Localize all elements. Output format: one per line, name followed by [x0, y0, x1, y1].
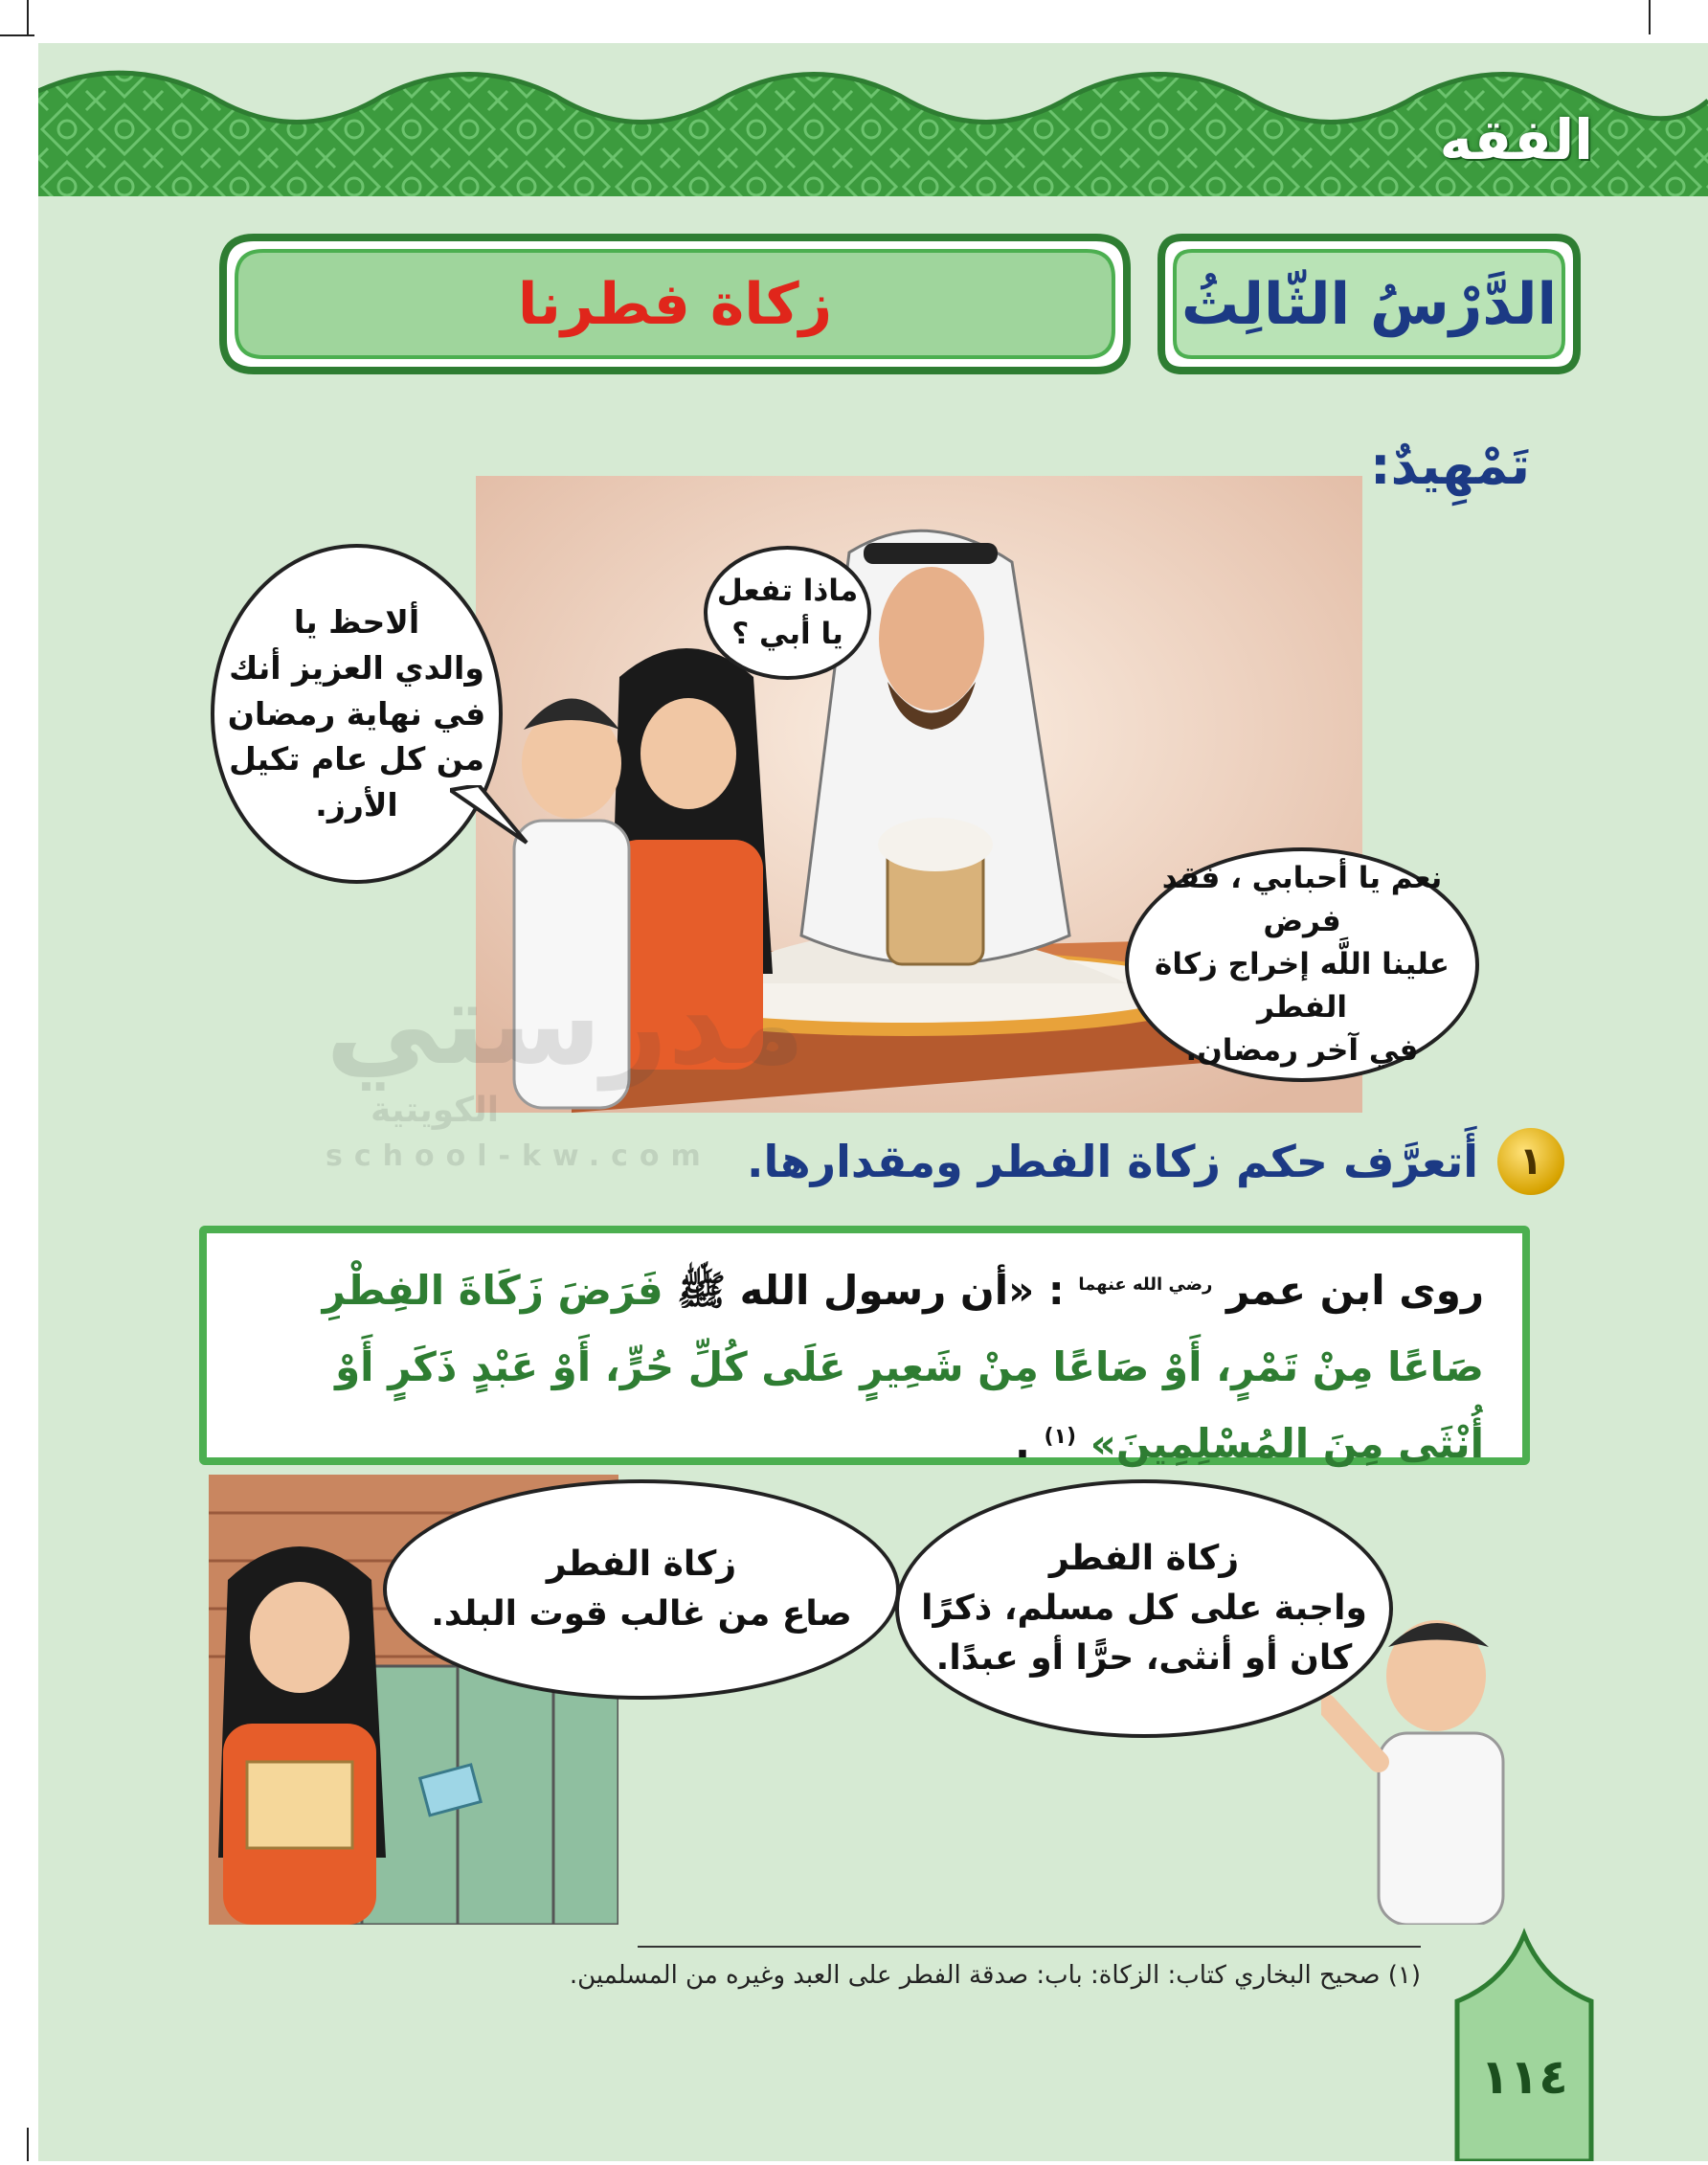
bubble-line: صاع من غالب قوت البلد. [431, 1594, 852, 1634]
footnote-ref: (١) [1044, 1424, 1077, 1449]
crop-mark [27, 2128, 29, 2161]
hadith-intro: روى ابن عمر [1226, 1267, 1484, 1314]
hadith-quote: فَرَضَ زَكَاةَ الفِطْرِ صَاعًا مِنْ تَمْرٍ، أَوْ صَاعًا مِنْ شَعِيرٍ عَلَى كُلِّ حُرٍّ، أَوْ عَبْدٍ ذَكَرٍ أَوْ أُنْثَى مِنَ المُسْلِمِينَ» [322, 1267, 1484, 1467]
bubble-line: يا أبي ؟ [731, 617, 843, 651]
bubble-line: نعم يا أحبابي ، فقد فرض [1161, 861, 1443, 939]
lesson-title: زكاة فطرنا [517, 270, 833, 338]
hadith-text [245, 1252, 1484, 1481]
bubble-title: زكاة الفطر [546, 1544, 737, 1584]
footnote: (١) صحيح البخاري كتاب: الزكاة: باب: صدقة الفطر على العبد وغيره من المسلمين. [569, 1961, 1421, 1990]
page-number-badge [1448, 1925, 1601, 2161]
subject-title: الفقه [1439, 107, 1593, 172]
lesson-title-frame [215, 230, 1135, 378]
bubble-line: ألاحظ يا [293, 602, 420, 641]
watermark-sub: الكويتية [370, 1091, 500, 1130]
bubble-line: كان أو أنثى، حرًّا أو عبدًا. [935, 1638, 1353, 1679]
watermark [326, 958, 805, 1173]
section-number-badge: ١ [1497, 1128, 1564, 1195]
salawat-mark: ﷺ [677, 1267, 727, 1314]
bubble-line: واجبة على كل مسلم، ذكرًا [921, 1588, 1367, 1628]
girl-speech-bubble [704, 546, 871, 680]
hadith-box [199, 1226, 1530, 1465]
bubble-line: في نهاية رمضان [227, 694, 486, 733]
girl-info-bubble [383, 1479, 900, 1700]
crop-mark [0, 34, 34, 36]
bubble-tail [450, 785, 536, 852]
hadith-colon: : [1034, 1267, 1079, 1314]
bubble-title: زكاة الفطر [1048, 1538, 1240, 1578]
father-speech-bubble [1125, 847, 1479, 1082]
crop-mark [1649, 0, 1651, 34]
hadith-end: . [1014, 1419, 1045, 1467]
page-number: ١١٤ [1480, 2049, 1568, 2105]
section-heading [747, 1118, 1564, 1205]
bubble-line: والدي العزيز أنك [229, 648, 484, 687]
bubble-line: علينا اللَّه إخراج زكاة الفطر [1155, 947, 1450, 1025]
crop-mark [27, 0, 29, 34]
bubble-line: ماذا تفعل [716, 574, 859, 609]
intro-heading: تَمْهِيدٌ: [1370, 436, 1530, 496]
footnote-divider [638, 1946, 1421, 1948]
lesson-label-frame [1154, 230, 1584, 378]
section-title: أَتعرَّف حكم زكاة الفطر ومقدارها. [747, 1136, 1478, 1187]
honorific-mark: رضي الله عنهما [1078, 1274, 1213, 1295]
hadith-quote-start: «أن رسول الله [739, 1267, 1035, 1314]
bubble-line: من كل عام تكيل [229, 740, 484, 778]
bubble-line: في آخر رمضان. [1185, 1032, 1419, 1068]
page-number-shape [1448, 1925, 1601, 2161]
watermark-url: school-kw.com [326, 1139, 712, 1173]
watermark-name: مدرستي [326, 958, 806, 1091]
lesson-label: الدَّرْسُ الثّالِثُ [1180, 270, 1558, 338]
bubble-line: الأرز. [315, 786, 398, 824]
boy-info-bubble [895, 1479, 1393, 1738]
